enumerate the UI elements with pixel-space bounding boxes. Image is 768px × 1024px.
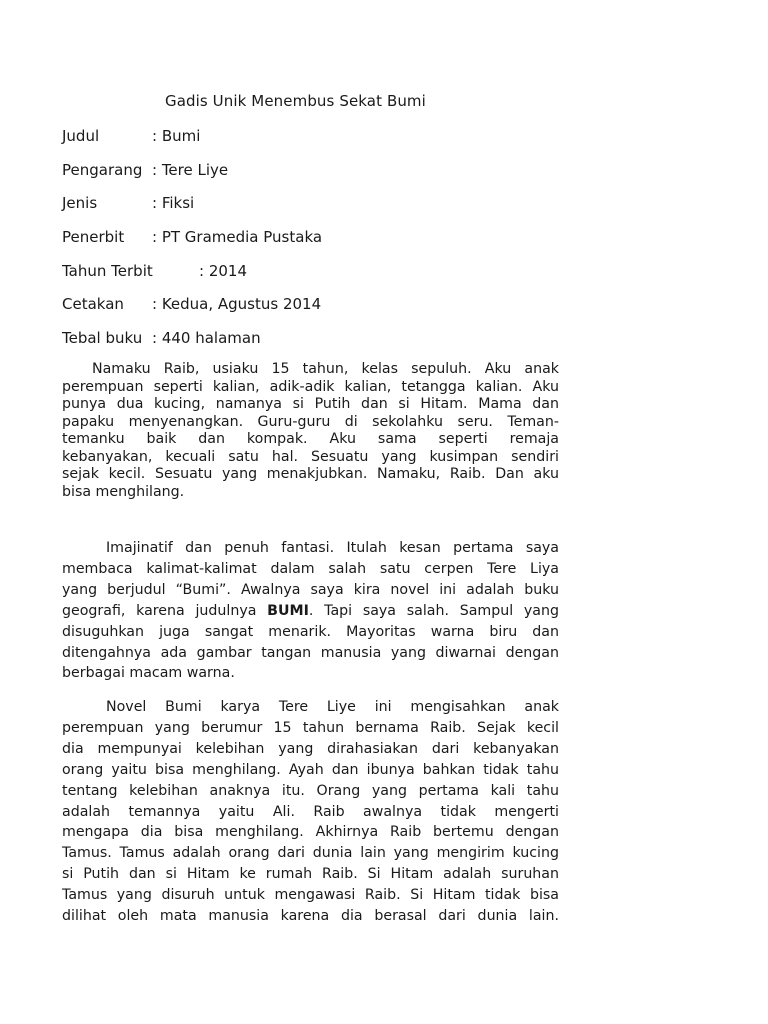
meta-value: : 2014 [199, 262, 247, 280]
paragraph-line: adalah temannya yaitu Ali. Raib awalnya tidak mengerti [62, 803, 559, 820]
meta-label: Judul [62, 127, 100, 145]
paragraph-line: disuguhkan juga sangat menarik. Mayoritas warna biru dan [62, 623, 559, 640]
paragraph-line: Tamus. Tamus adalah orang dari dunia lain yang mengirim kucing [62, 845, 559, 862]
paragraph-3 [62, 697, 559, 927]
paragraph-1 [62, 361, 559, 501]
meta-value: : Kedua, Agustus 2014 [152, 295, 322, 313]
paragraph-line: mengapa dia bisa menghilang. Akhirnya Raib bertemu dengan [62, 824, 559, 841]
paragraph-line: Tamus yang disuruh untuk mengawasi Raib. Si Hitam tidak bisa [62, 887, 559, 904]
paragraph-line: dia mempunyai kelebihan yang dirahasiakan dari kebanyakan [62, 740, 559, 757]
paragraph-line: tentang kelebihan anaknya itu. Orang yang pertama kali tahu [62, 782, 559, 799]
paragraph-line: temanku baik dan kompak. Aku sama seperti remaja [62, 431, 559, 447]
meta-value: : PT Gramedia Pustaka [152, 228, 323, 246]
paragraph-line: Novel Bumi karya Tere Liye ini mengisahkan anak [106, 699, 559, 715]
paragraph-line: membaca kalimat-kalimat dalam salah satu cerpen Tere Liya [62, 560, 559, 577]
paragraph-line: dilihat oleh mata manusia karena dia berasal dari dunia lain. [62, 908, 559, 925]
meta-value: : Tere Liye [152, 161, 229, 179]
text-segment: . Tapi saya salah. Sampul yang [308, 602, 559, 619]
meta-label: Cetakan [62, 295, 124, 313]
paragraph-line: si Putih dan si Hitam ke rumah Raib. Si Hitam adalah suruhan [62, 866, 559, 883]
meta-label: Jenis [62, 194, 98, 212]
paragraph-2 [62, 538, 559, 684]
paragraph-line: orang yaitu bisa menghilang. Ayah dan ibunya bahkan tidak tahu [62, 761, 559, 778]
document-title: Gadis Unik Menembus Sekat Bumi [165, 92, 426, 110]
paragraph-line: berbagai macam warna. [62, 665, 235, 682]
meta-label: Penerbit [62, 228, 125, 246]
meta-label: Tahun Terbit [62, 262, 153, 280]
paragraph-line: perempuan yang berumur 15 tahun bernama Raib. Sejak kecil [62, 719, 559, 736]
paragraph-line-with-bold [62, 601, 559, 622]
meta-label: Tebal buku [62, 329, 143, 347]
meta-value: : Bumi [152, 127, 201, 145]
paragraph-line: Namaku Raib, usiaku 15 tahun, kelas sepuluh. Aku anak [92, 361, 559, 377]
meta-label: Pengarang [62, 161, 143, 179]
text-segment: geografi, karena judulnya [62, 602, 268, 619]
paragraph-line: sejak kecil. Sesuatu yang menakjubkan. Namaku, Raib. Dan aku [62, 466, 559, 482]
bold-title-word: BUMI [267, 602, 309, 619]
paragraph-line: bisa menghilang. [62, 483, 185, 500]
paragraph-line: punya dua kucing, namanya si Putih dan si Hitam. Mama dan [62, 396, 559, 412]
paragraph-line: yang berjudul “Bumi”. Awalnya saya kira novel ini adalah buku [62, 581, 559, 598]
paragraph-line: Imajinatif dan penuh fantasi. Itulah kesan pertama saya [106, 540, 559, 556]
paragraph-line: kebanyakan, kecuali satu hal. Sesuatu yang kusimpan sendiri [62, 448, 559, 465]
paragraph-line: perempuan seperti kalian, adik-adik kalian, tetangga kalian. Aku [62, 378, 559, 395]
paragraph-line: papaku menyenangkan. Guru-guru di sekolahku seru. Teman- [62, 413, 559, 430]
meta-value: : 440 halaman [152, 329, 261, 347]
paragraph-line: ditengahnya ada gambar tangan manusia yang diwarnai dengan [62, 644, 559, 661]
meta-value: : Fiksi [152, 194, 195, 212]
